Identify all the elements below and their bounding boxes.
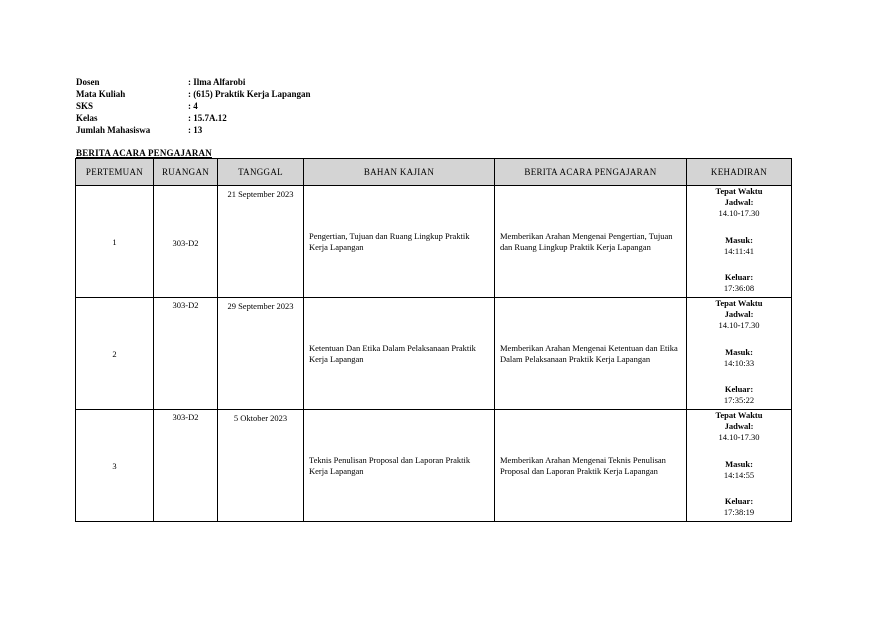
tepat-waktu-label: Tepat Waktu <box>715 186 763 196</box>
cell-berita-acara: Memberikan Arahan Mengenai Teknis Penulisan Proposal dan Laporan Praktik Kerja Lapangan <box>495 410 687 522</box>
tepat-waktu-label: Tepat Waktu <box>715 298 763 308</box>
cell-ruangan: 303-D2 <box>154 298 218 410</box>
jadwal-label: Jadwal: <box>724 197 754 207</box>
tepat-waktu-label: Tepat Waktu <box>715 410 763 420</box>
masuk-value: 14:11:41 <box>724 245 754 256</box>
teaching-report-table <box>75 158 792 522</box>
cell-ruangan: 303-D2 <box>154 186 218 298</box>
cell-tanggal: 5 Oktober 2023 <box>218 410 304 522</box>
table-row <box>76 298 792 410</box>
table-row <box>76 186 792 298</box>
jadwal-label: Jadwal: <box>724 421 754 431</box>
cell-pertemuan: 1 <box>76 186 154 298</box>
cell-kehadiran <box>687 410 792 522</box>
cell-tanggal: 21 September 2023 <box>218 186 304 298</box>
jadwal-value: 14.10-17.30 <box>718 208 760 218</box>
info-row-kelas <box>76 112 311 124</box>
cell-kehadiran <box>687 298 792 410</box>
info-value: : Ilma Alfarobi <box>188 77 246 87</box>
info-label: Dosen <box>76 77 100 87</box>
cell-tanggal: 29 September 2023 <box>218 298 304 410</box>
info-value: : 13 <box>188 125 203 135</box>
info-row-jumlah-mahasiswa <box>76 124 311 136</box>
table-header-row <box>76 159 792 186</box>
info-label: Mata Kuliah <box>76 89 126 99</box>
jadwal-value: 14.10-17.30 <box>718 320 760 330</box>
info-label: Jumlah Mahasiswa <box>76 125 151 135</box>
keluar-label: Keluar: <box>724 496 754 506</box>
info-row-mata-kuliah <box>76 88 311 100</box>
table-row <box>76 410 792 522</box>
masuk-value: 14:14:55 <box>723 469 755 480</box>
cell-bahan-kajian: Pengertian, Tujuan dan Ruang Lingkup Praktik Kerja Lapangan <box>304 186 495 298</box>
keluar-label: Keluar: <box>724 384 754 394</box>
cell-berita-acara: Memberikan Arahan Mengenai Ketentuan dan Etika Dalam Pelaksanaan Praktik Kerja Lapangan <box>495 298 687 410</box>
info-value: : 15.7A.12 <box>188 113 227 123</box>
keluar-value: 17:36:08 <box>723 283 755 293</box>
masuk-label: Masuk: <box>725 346 753 357</box>
cell-kehadiran <box>687 186 792 298</box>
keluar-value: 17:35:22 <box>723 395 755 405</box>
masuk-label: Masuk: <box>725 458 753 469</box>
info-value: : 4 <box>188 101 198 111</box>
header-tanggal: TANGGAL <box>218 159 304 186</box>
jadwal-label: Jadwal: <box>724 309 754 319</box>
info-row-sks <box>76 100 311 112</box>
section-title: BERITA ACARA PENGAJARAN <box>76 148 212 158</box>
info-value: : (615) Praktik Kerja Lapangan <box>188 89 311 99</box>
cell-pertemuan: 3 <box>76 410 154 522</box>
header-berita-acara: BERITA ACARA PENGAJARAN <box>495 159 687 186</box>
header-bahan-kajian: BAHAN KAJIAN <box>304 159 495 186</box>
header-ruangan: RUANGAN <box>154 159 218 186</box>
keluar-label: Keluar: <box>724 272 754 282</box>
cell-berita-acara: Memberikan Arahan Mengenai Pengertian, Tujuan dan Ruang Lingkup Praktik Kerja Lapangan <box>495 186 687 298</box>
cell-ruangan: 303-D2 <box>154 410 218 522</box>
cell-bahan-kajian: Teknis Penulisan Proposal dan Laporan Praktik Kerja Lapangan <box>304 410 495 522</box>
cell-pertemuan: 2 <box>76 298 154 410</box>
course-info <box>76 76 311 136</box>
keluar-value: 17:38:19 <box>723 507 755 517</box>
masuk-label: Masuk: <box>725 234 753 245</box>
info-label: Kelas <box>76 113 98 123</box>
info-label: SKS <box>76 101 94 111</box>
header-pertemuan: PERTEMUAN <box>76 159 154 186</box>
cell-bahan-kajian: Ketentuan Dan Etika Dalam Pelaksanaan Praktik Kerja Lapangan <box>304 298 495 410</box>
info-row-dosen <box>76 76 311 88</box>
masuk-value: 14:10:33 <box>723 357 755 368</box>
jadwal-value: 14.10-17.30 <box>718 432 760 442</box>
header-kehadiran: KEHADIRAN <box>687 159 792 186</box>
